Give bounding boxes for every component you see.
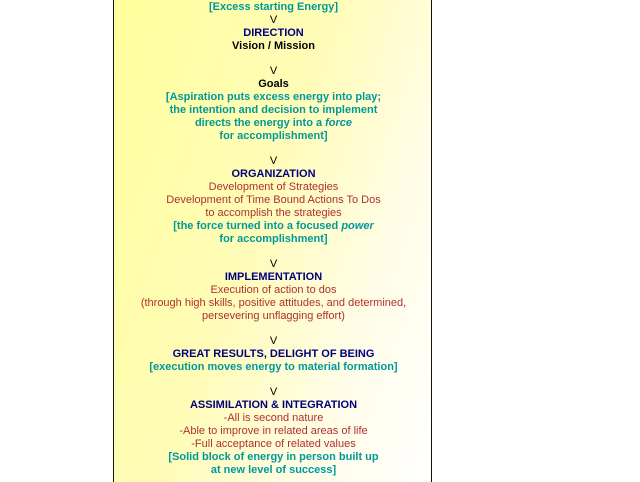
down-arrow	[114, 14, 433, 27]
line-text: at new level of success]	[210, 464, 337, 476]
emphasis-word: power	[341, 220, 374, 232]
line-text: Goals	[258, 78, 289, 90]
line-text: ASSIMILATION & INTEGRATION	[189, 399, 358, 411]
line-text: -All is second nature	[223, 412, 324, 424]
flow-text-line	[114, 271, 433, 284]
flow-text-line	[114, 348, 433, 361]
line-text: to accomplish the strategies	[205, 207, 342, 219]
flow-text-line	[114, 91, 433, 104]
line-text: V	[269, 386, 278, 398]
flow-text-line	[114, 104, 433, 117]
line-text: V	[269, 335, 278, 347]
emphasis-word: force	[325, 117, 353, 129]
flow-text-line	[114, 438, 433, 451]
line-text: [Excess starting Energy]	[209, 1, 338, 13]
line-text: persevering unflagging effort)	[202, 310, 345, 322]
line-text: -Full acceptance of related values	[191, 438, 356, 450]
flow-text-line	[114, 297, 433, 310]
flow-text-line	[114, 284, 433, 297]
line-text: directs the energy into a	[194, 117, 326, 129]
line-text: Vision / Mission	[232, 40, 315, 52]
line-text: ORGANIZATION	[231, 168, 316, 180]
flow-text-line	[114, 451, 433, 464]
down-arrow	[114, 386, 433, 399]
line-text: V	[269, 14, 278, 26]
flow-text-line	[114, 181, 433, 194]
flow-text-line	[114, 194, 433, 207]
line-text: for accomplishment]	[219, 233, 328, 245]
flow-text-line	[114, 361, 433, 374]
line-text: -Able to improve in related areas of life	[179, 425, 368, 437]
flow-text-line	[114, 78, 433, 91]
line-text: Development of Strategies	[208, 181, 339, 193]
line-text: for accomplishment]	[219, 130, 328, 142]
down-arrow	[114, 258, 433, 271]
line-text: [Solid block of energy in person built up	[168, 451, 379, 463]
line-text: V	[269, 65, 278, 77]
line-text: (through high skills, positive attitudes, and determined,	[140, 297, 407, 309]
line-text: Execution of action to dos	[210, 284, 337, 296]
line-text: DIRECTION	[243, 27, 304, 39]
down-arrow	[114, 65, 433, 78]
flow-text-line	[114, 464, 433, 477]
line-text: V	[269, 155, 278, 167]
flow-text-line	[114, 130, 433, 143]
line-text: IMPLEMENTATION	[224, 271, 323, 283]
flow-text-line	[114, 27, 433, 40]
flow-text-line	[114, 220, 433, 233]
flow-text-line	[114, 310, 433, 323]
down-arrow	[114, 335, 433, 348]
down-arrow	[114, 155, 433, 168]
line-text: [execution moves energy to material formation]	[149, 361, 398, 373]
line-text: GREAT RESULTS, DELIGHT OF BEING	[172, 348, 375, 360]
flow-text-line	[114, 399, 433, 412]
flow-text-line	[114, 233, 433, 246]
line-text: the intention and decision to implement	[169, 104, 378, 116]
line-text: [Aspiration puts excess energy into play;	[165, 91, 382, 103]
flow-text-line	[114, 207, 433, 220]
flow-text-line	[114, 40, 433, 53]
flow-panel	[113, 0, 432, 482]
line-text: [the force turned into a focused	[173, 220, 342, 232]
line-text: Development of Time Bound Actions To Dos	[166, 194, 381, 206]
flow-text-line	[114, 412, 433, 425]
flow-text-line	[114, 1, 433, 14]
flow-text-line	[114, 117, 433, 130]
line-text: V	[269, 258, 278, 270]
flow-text-line	[114, 168, 433, 181]
flow-text-line	[114, 425, 433, 438]
